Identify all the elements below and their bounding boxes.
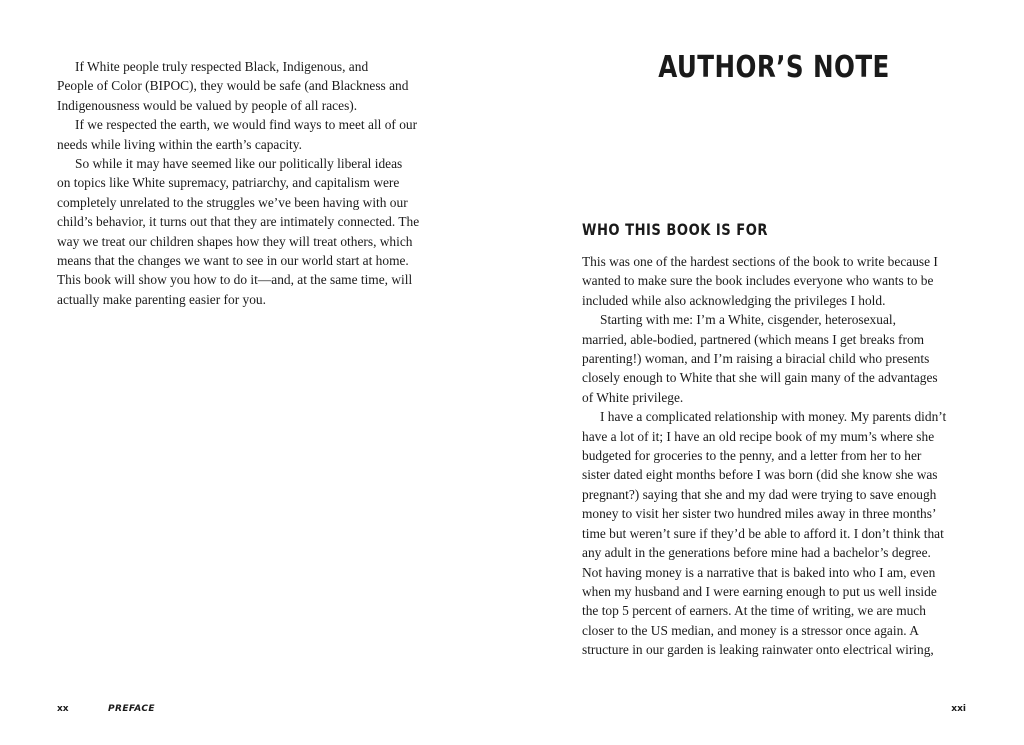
body-text-line: on topics like White supremacy, patriarchy, and capitalism were: [57, 175, 400, 191]
body-text-line: People of Color (BIPOC), they would be safe (and Blackness and: [57, 78, 409, 94]
body-text-line: the top 5 percent of earners. At the time of writing, we are much: [582, 603, 926, 619]
body-text-line: any adult in the generations before mine had a bachelor’s degree.: [582, 545, 931, 561]
body-text-line: So while it may have seemed like our politically liberal ideas: [75, 156, 403, 172]
body-text-line: wanted to make sure the book includes everyone who wants to be: [582, 273, 934, 289]
body-text-line: when my husband and I were earning enough to put us well inside: [582, 583, 937, 599]
right-page-number: xxi: [951, 704, 966, 714]
body-text-line: If White people truly respected Black, Indigenous, and: [75, 59, 369, 74]
body-text-line: sister dated eight months before I was born (did she know she was: [582, 467, 938, 483]
body-text-line: closer to the US median, and money is a stressor once again. A: [582, 622, 919, 638]
right-body-text: [582, 252, 967, 660]
left-page-number: xx: [57, 704, 69, 714]
body-text-line: This was one of the hardest sections of the book to write because I: [582, 254, 938, 269]
body-text-line: structure in our garden is leaking rainwater onto electrical wiring,: [582, 642, 934, 658]
body-text-line: Not having money is a narrative that is baked into who I am, even: [582, 564, 936, 580]
body-text-line: means that the changes we want to see in our world start at home.: [57, 253, 409, 269]
body-text-line: parenting!) woman, and I’m raising a biracial child who presents: [582, 351, 930, 367]
body-text-line: pregnant?) saying that she and my dad were trying to save enough: [582, 486, 937, 502]
body-text-line: Starting with me: I’m a White, cisgender, heterosexual,: [600, 312, 896, 328]
body-text-line: of White privilege.: [582, 389, 684, 405]
body-text-line: needs while living within the earth’s capacity.: [57, 136, 302, 152]
body-text-line: budgeted for groceries to the penny, and a letter from her to her: [582, 448, 922, 464]
body-text-line: closely enough to White that she will gain many of the advantages: [582, 370, 938, 386]
left-body-text: [57, 57, 452, 309]
body-text-line: actually make parenting easier for you.: [57, 291, 266, 307]
body-text-line: married, able-bodied, partnered (which means I get breaks from: [582, 331, 925, 347]
body-text-line: completely unrelated to the struggles we’ve been having with our: [57, 194, 408, 210]
body-text-line: included while also acknowledging the privileges I hold.: [582, 292, 886, 308]
right-page: [512, 0, 1024, 745]
chapter-title: AUTHOR’S NOTE: [658, 50, 890, 85]
running-head: PREFACE: [108, 704, 155, 714]
section-heading: WHO THIS BOOK IS FOR: [582, 220, 768, 239]
body-text-line: child’s behavior, it turns out that they are intimately connected. The: [57, 214, 420, 230]
body-text-line: way we treat our children shapes how they will treat others, which: [57, 233, 413, 249]
body-text-line: This book will show you how to do it—and, at the same time, will: [57, 272, 413, 288]
body-text-line: I have a complicated relationship with money. My parents didn’t: [600, 409, 947, 425]
body-text-line: If we respected the earth, we would find ways to meet all of our: [75, 117, 418, 133]
body-text-line: time but weren’t sure if they’d be able to afford it. I don’t think that: [582, 525, 944, 541]
body-text-line: Indigenousness would be valued by people of all races).: [57, 97, 358, 113]
body-text-line: have a lot of it; I have an old recipe book of my mum’s where she: [582, 428, 935, 444]
body-text-line: money to visit her sister two hundred miles away in three months’: [582, 506, 937, 522]
